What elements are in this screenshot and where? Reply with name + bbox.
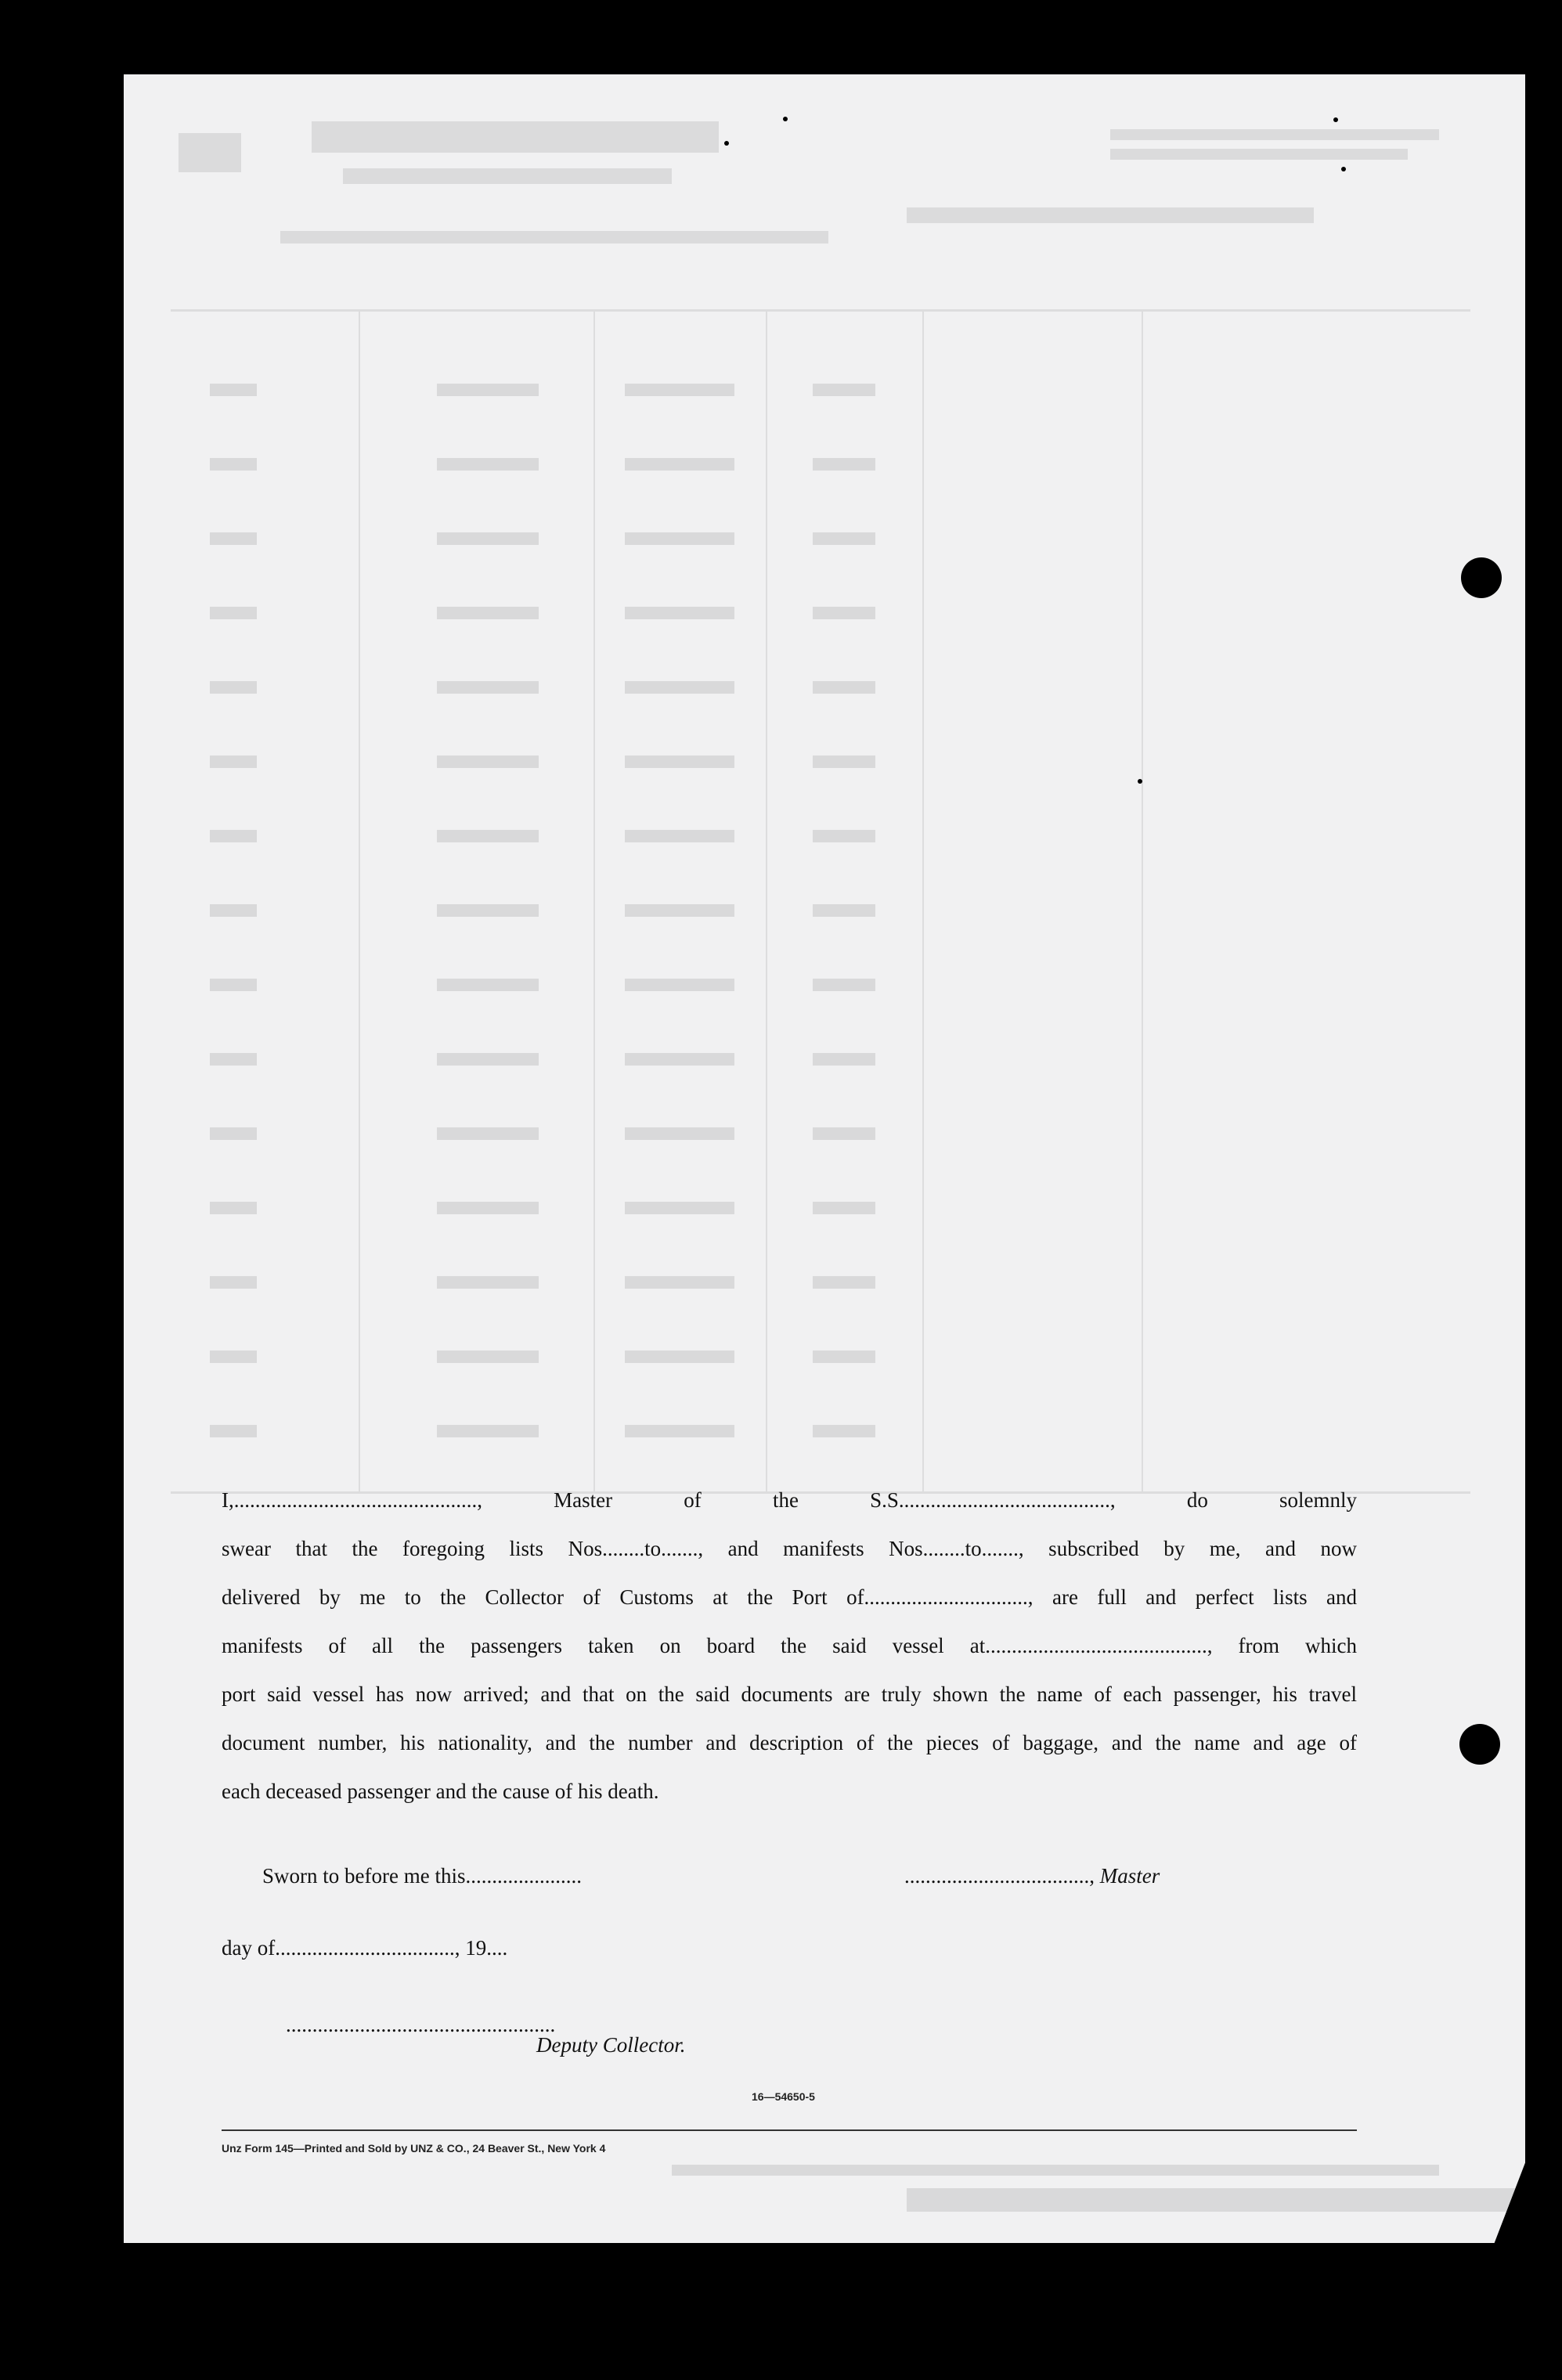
scan-speck [1341, 167, 1346, 171]
scan-speck [724, 141, 729, 146]
scan-speck [783, 117, 788, 121]
bleed-through-table [171, 309, 1470, 1494]
oath-line-4: manifests of all the passengers taken on board the said vessel at.........................................., from which [222, 1634, 1357, 1657]
deputy-collector-label: Deputy Collector. [536, 2033, 686, 2057]
oath-line-7: each deceased passenger and the cause of his death. [222, 1780, 659, 1803]
day-line: day of.................................., 19.... [222, 1936, 508, 1960]
oath-line-2: swear that the foregoing lists Nos........to......., and manifests Nos........to......., subscribed by me, and now [222, 1537, 1357, 1560]
punch-hole-lower [1459, 1724, 1500, 1765]
scan-speck [1333, 117, 1338, 122]
printer-footer: Unz Form 145—Printed and Sold by UNZ & CO., 24 Beaver St., New York 4 [222, 2142, 606, 2155]
footer-rule [222, 2129, 1357, 2131]
oath-line-6: document number, his nationality, and the number and description of the pieces of baggage, and the name and age of [222, 1731, 1357, 1754]
form-number: 16—54650-5 [752, 2090, 815, 2103]
scan-speck [1138, 779, 1142, 784]
master-signature-line [904, 1862, 1160, 1890]
bleed-through-texture [124, 74, 1525, 2243]
deputy-dots: ................................................... [286, 2013, 556, 2036]
master-label: Master [1099, 1864, 1160, 1888]
master-dots: ..................................., [904, 1864, 1100, 1888]
bleed-through-header [179, 121, 1439, 243]
manifest-page [124, 74, 1525, 2243]
punch-hole-upper [1461, 557, 1502, 598]
oath-line-1: I,.............................................., Master of the S.S........................................, do solemnly [222, 1488, 1357, 1512]
oath-line-3: delivered by me to the Collector of Customs at the Port of..............................., are full and perfect lists and [222, 1585, 1357, 1609]
sworn-line: Sworn to before me this...................... [262, 1864, 582, 1888]
oath-line-5: port said vessel has now arrived; and that on the said documents are truly shown the name of each passenger, his travel [222, 1682, 1357, 1706]
